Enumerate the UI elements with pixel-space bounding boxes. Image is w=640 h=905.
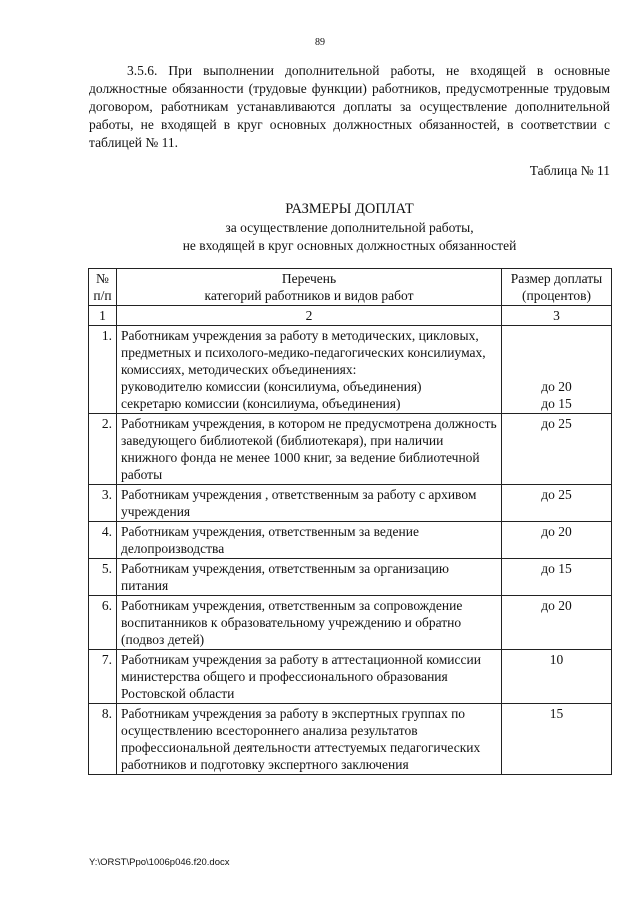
row-sub-value: до 15 bbox=[541, 396, 572, 411]
row-number: 2. bbox=[89, 414, 117, 485]
header-desc-line-2: категорий работников и видов работ bbox=[204, 288, 414, 303]
page-number: 89 bbox=[315, 37, 325, 48]
row-sub-label: секретарю комиссии (консилиума, объединения) bbox=[121, 396, 401, 411]
header-size bbox=[502, 269, 612, 306]
row-description: Работникам учреждения за работу в экспертных группах по осуществлению всестороннего анализа результатов профессиональной деятельности аттестуемых педагогических работников и подготовку экспертного заключения bbox=[117, 704, 502, 775]
heading-subtitle-line-2: не входящей в круг основных должностных обязанностей bbox=[182, 238, 517, 253]
row-value: до 25 bbox=[502, 414, 612, 485]
row-description: Работникам учреждения, в котором не предусмотрена должность заведующего библиотекой (библиотекаря), при наличии книжного фонда не менее 1000 книг, за ведение библиотечной работы bbox=[117, 414, 502, 485]
table-caption: Таблица № 11 bbox=[529, 163, 610, 178]
table-row bbox=[89, 414, 612, 485]
table-row bbox=[89, 522, 612, 559]
heading-title: РАЗМЕРЫ ДОПЛАТ bbox=[285, 201, 414, 217]
row-description: Работникам учреждения, ответственным за сопровождение воспитанников к образовательному учреждению и обратно (подвоз детей) bbox=[117, 596, 502, 650]
header-size-line-2: (процентов) bbox=[521, 288, 591, 303]
row-number: 1. bbox=[89, 326, 117, 414]
row-value: до 15 bbox=[502, 559, 612, 596]
table-row bbox=[89, 326, 612, 414]
row-number: 7. bbox=[89, 650, 117, 704]
table-header-row bbox=[89, 269, 612, 306]
table-index-row bbox=[89, 306, 612, 326]
row-number: 3. bbox=[89, 485, 117, 522]
row-number: 6. bbox=[89, 596, 117, 650]
row-value: 15 bbox=[502, 704, 612, 775]
table-row bbox=[89, 559, 612, 596]
row-value: до 20 bbox=[502, 522, 612, 559]
header-size-line-1: Размер доплаты bbox=[510, 271, 603, 286]
heading-subtitle-line-1: за осуществление дополнительной работы, bbox=[225, 220, 474, 235]
row-description: Работникам учреждения, ответственным за организацию питания bbox=[117, 559, 502, 596]
row-sub-label: руководителю комиссии (консилиума, объединения) bbox=[121, 379, 422, 394]
row-description bbox=[117, 326, 502, 414]
header-desc-line-1: Перечень bbox=[281, 271, 337, 286]
table-row bbox=[89, 485, 612, 522]
allowances-table bbox=[88, 268, 612, 775]
table-row bbox=[89, 704, 612, 775]
footer-file-path: Y:\ORST\Ppo\1006p046.f20.docx bbox=[89, 857, 230, 868]
row-description: Работникам учреждения, ответственным за ведение делопроизводства bbox=[117, 522, 502, 559]
index-cell-1: 1 bbox=[89, 306, 117, 326]
row-number: 4. bbox=[89, 522, 117, 559]
row-description: Работникам учреждения , ответственным за работу с архивом учреждения bbox=[117, 485, 502, 522]
row-sub-value: до 20 bbox=[541, 379, 572, 394]
row-number: 8. bbox=[89, 704, 117, 775]
header-desc bbox=[117, 269, 502, 306]
header-num bbox=[89, 269, 117, 306]
table-row bbox=[89, 650, 612, 704]
index-cell-3: 3 bbox=[502, 306, 612, 326]
header-num-line-1: № bbox=[96, 271, 109, 286]
table-row bbox=[89, 596, 612, 650]
row-value bbox=[502, 326, 612, 414]
row-value: до 20 bbox=[502, 596, 612, 650]
row-number: 5. bbox=[89, 559, 117, 596]
index-cell-2: 2 bbox=[117, 306, 502, 326]
table-heading bbox=[89, 200, 610, 255]
row-value: 10 bbox=[502, 650, 612, 704]
row-description-main: Работникам учреждения за работу в методических, цикловых, предметных и психолого-медико-педагогических консилиумах, комиссиях, методических объединениях: bbox=[121, 328, 486, 377]
row-value: до 25 bbox=[502, 485, 612, 522]
row-description: Работникам учреждения за работу в аттестационной комиссии министерства общего и профессионального образования Ростовской области bbox=[117, 650, 502, 704]
intro-paragraph: 3.5.6. При выполнении дополнительной работы, не входящей в основные должностные обязанности (трудовые функции) работников, предусмотренные трудовым договором, работникам устанавливаются доплаты за осуществление дополнительной работы, не входящей в круг основных должностных обязанностей, в соответствии с таблицей № 11. bbox=[89, 63, 610, 150]
header-num-line-2: п/п bbox=[93, 288, 112, 303]
